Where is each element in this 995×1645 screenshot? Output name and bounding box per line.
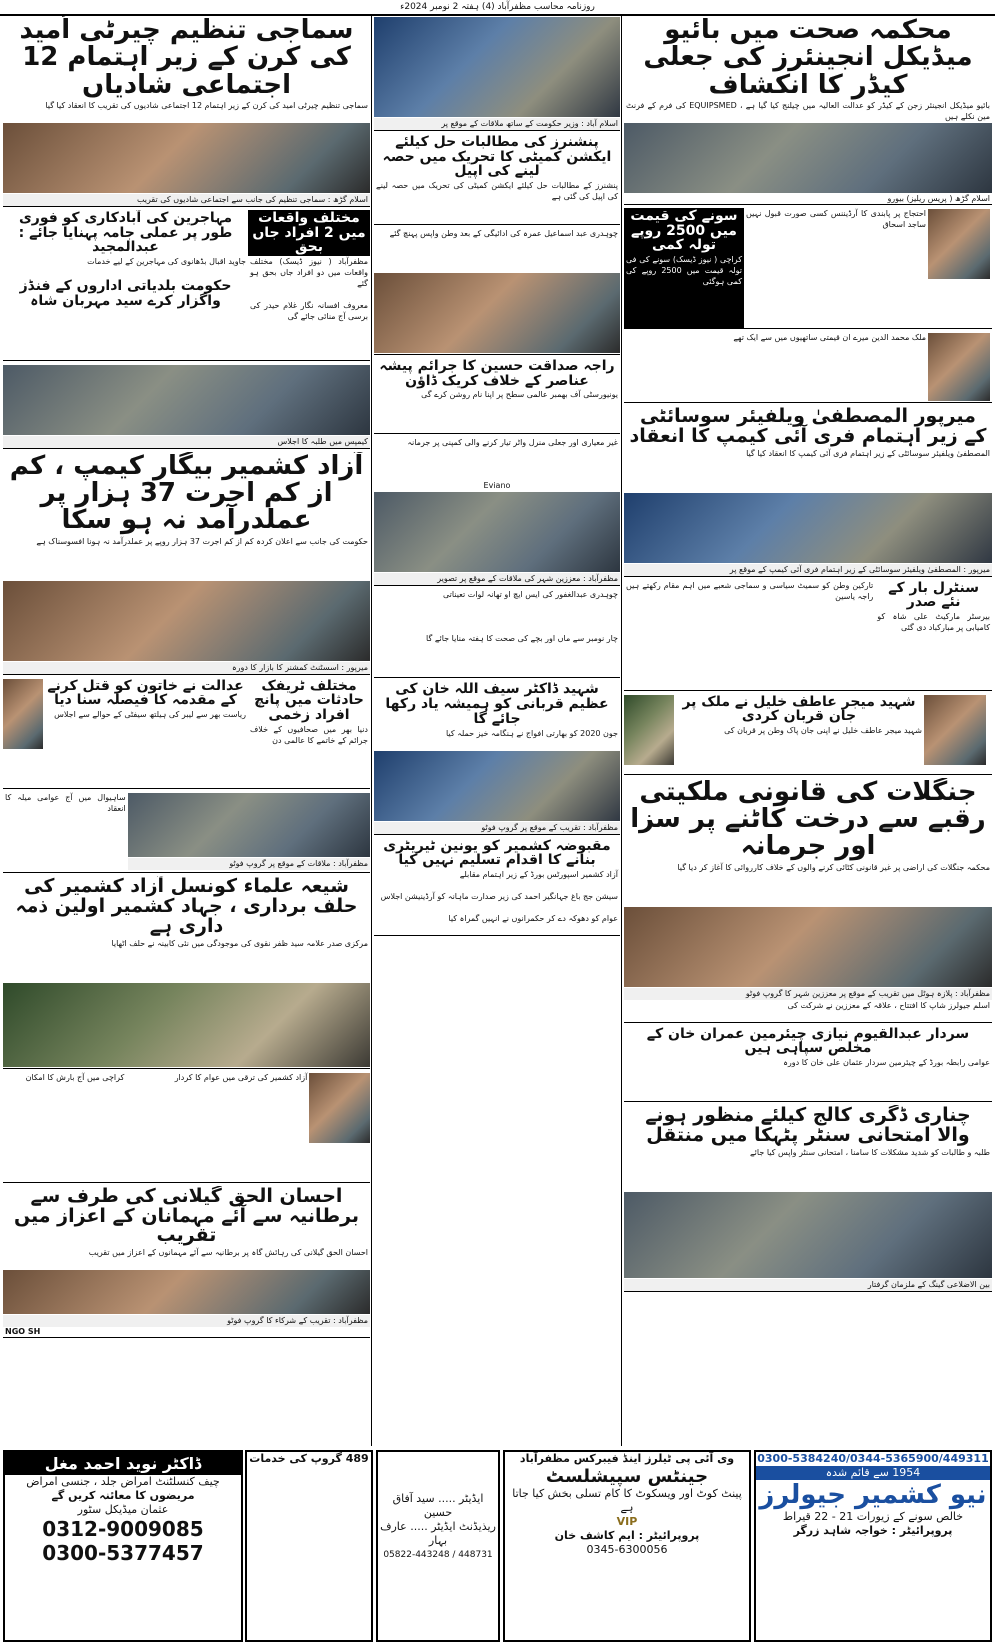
weddings-photo (3, 123, 370, 193)
headline: مختلف واقعات میں 2 افراد جاں بحق (248, 210, 370, 256)
story-text: پنشنرز کے مطالبات حل کیلئے ایکشن کمیٹی کی تحریک میں حصہ لینے کی اپیل کی گئی ہے (376, 181, 618, 202)
shia-council-story (3, 876, 370, 1069)
story-text: بائیو میڈیکل انجینئر زجن کے کیڈر کو عدالت العالیہ میں چیلنج کیا گیا ہے ، EQUIPSMED کی فرم کے فرنٹ مین نکلے ہیں (626, 100, 991, 121)
story-text: احسان الحق گیلانی کی رہائش گاہ پر برطانیہ سے آئے مہمانوں کے اعزاز میں تقریب (88, 1248, 368, 1258)
headline: مقبوضہ کشمیر کو یونین ٹیریٹری بنانے کا اقدام تسلیم نہیں کیا (383, 837, 611, 869)
story-text: جاوید اقبال بڈھانوی کی مہاجرین کے لیے خدمات (87, 256, 246, 266)
eye-camp-photo (624, 493, 992, 563)
three-men-photo (374, 273, 620, 353)
editor-name: ایڈیٹر ..... سید آفاق حسین (392, 1492, 484, 1519)
group-photo (374, 751, 620, 821)
meeting-photo (374, 492, 620, 572)
story-text: عوامی رابطہ بورڈ کے چیئرمین سردار عثمان علی خان کا دورہ (783, 1058, 990, 1068)
headline: شہید ڈاکٹر سیف اللہ خان کی عظیم قربانی کو ہمیشہ یاد رکھا جائے گا (385, 681, 609, 727)
wage-story (3, 452, 370, 675)
headline: احسان الحق گیلانی کی طرف سے برطانیہ سے آئے مہمانان کے اعزاز میں تقریب (13, 1185, 360, 1247)
misc-row (3, 1072, 370, 1183)
gold-sajid-row (624, 208, 992, 329)
ngo-tag: NGO SH (5, 1327, 41, 1337)
office-photo (374, 17, 620, 117)
sho-story (374, 589, 620, 678)
water-fine-story (374, 437, 620, 586)
biomedical-story (624, 16, 992, 205)
chinari-story (624, 1105, 992, 1292)
muhajir-box (3, 210, 248, 360)
kashmir-story (374, 838, 620, 936)
tarkeen-text: تارکین وطن کو سمیٹ سیاسی و سماجی شعبے میں اہم مقام رکھتے ہیں راجہ یاسین (626, 580, 874, 601)
headline: حکومت بلدیاتی اداروں کے فنڈز واگزار کرے سید مہربان شاہ (19, 277, 232, 309)
gold-headline: سونے کی قیمت میں 2500 روپے تولہ کمی (630, 207, 738, 254)
umrah-story (374, 228, 620, 355)
vip-logo: VIP (616, 1515, 638, 1528)
headline: سردار عبدالقیوم نیازی چیئرمین عمران خان کے مخلص سپاہی ہیں (646, 1025, 970, 1057)
bar-headline: سنٹرل بار کے نئے صدر (888, 579, 979, 611)
eye-camp-story (624, 406, 992, 577)
headline: پنشنرز کی مطالبات حل کیلئے ایکشن کمیٹی کا تحریک میں حصہ لینے کی اپیل (382, 134, 612, 180)
group2-box (128, 792, 370, 872)
jeweller-line: خالص سونے کے زیورات 21 - 22 قیراط (782, 1510, 964, 1523)
gold-price-box (624, 208, 744, 328)
story-text: مظفرآباد ( نیوز ڈیسک) مختلف واقعات میں دو افراد جاں بحق ہو گئے (250, 256, 368, 288)
doctor-name: ڈاکٹر نوید احمد مغل (5, 1452, 241, 1475)
right-column (624, 16, 992, 1446)
malik-text: ملک محمد الدین میرے ان قیمتی ساتھیوں میں سے ایک تھے (733, 332, 926, 342)
photo-caption: مظفرآباد : تقریب کے موقع پر گروپ فوٹو (374, 822, 620, 834)
headline: سماجی تنظیم چیرٹی اُمید کی کرن کے زیر اہتمام 12 اجتماعی شادیاں (19, 16, 354, 100)
story-text: یونیورسٹی آف بھمبر عالمی سطح پر اپنا نام روشن کرے گی (421, 390, 618, 400)
saha-row (3, 792, 370, 873)
soldier-portrait (624, 695, 674, 765)
ngo-ad (245, 1450, 373, 1642)
story-text: چار نومبر سے ماں اور بچے کی صحت کا ہفتہ منایا جائے گا (426, 634, 618, 644)
doctor-specialty: چیف کنسلٹنٹ امراض جلد ، جنسی امراض (26, 1475, 220, 1488)
jewellers-ad (754, 1450, 992, 1642)
police-photo (624, 1192, 992, 1278)
doctor-line: مریضوں کا معائنہ کریں گے (51, 1489, 195, 1502)
column-rule (371, 16, 372, 1446)
tailor-ad (503, 1450, 751, 1642)
saifullah-story (374, 681, 620, 834)
story-text: ریاست بھر سے لیبر کی ہیلتھ سیفٹی کے حوالے سے اجلاس (54, 710, 246, 720)
jeweller-owner: پروپرائیٹر : خواجہ شاہد زرگر (793, 1524, 953, 1537)
editor-box (376, 1450, 500, 1642)
headline: محکمہ صحت میں بائیو میڈیکل انجینئرز کی جعلی کیڈر کا انکشاف (643, 16, 973, 100)
jeweller-phone: 0300-5384240/0344-5365900/449311 (757, 1452, 989, 1465)
doctor-ad (3, 1450, 243, 1642)
top-photo-block (374, 16, 620, 131)
store-name: عثمان میڈیکل سٹور (77, 1503, 169, 1516)
photo-caption: میرپور : اسسٹنٹ کمشنر کا بازار کا دورہ (3, 662, 370, 674)
deaths-box (248, 210, 370, 360)
shaheed-box (674, 694, 924, 774)
court-row (3, 678, 370, 789)
story-text: آزاد کشمیر اسپورٹس بورڈ کے زیر اہتمام مقابلے (459, 869, 618, 879)
photo-caption: بین الاضلاعی گینگ کے ملزمان گرفتار (624, 1279, 992, 1291)
masthead-dateline: روزنامہ محاسب مظفرآباد (4) ہفتہ 2 نومبر 2024ء (0, 0, 995, 16)
story-text: سماجی تنظیم چیرٹی امید کی کرن کے زیر اہتمام 12 اجتماعی شادیوں کی تقریب کا انعقاد کیا گیا (45, 100, 368, 110)
phone-number: 0312-9009085 (42, 1517, 204, 1541)
photo-caption: میرپور : المصطفیٰ ویلفیئر سوسائٹی کے زیر اہتمام فری آئی کیمپ کے موقع پر (624, 564, 992, 576)
resident-editor-name: ریذیڈنٹ ایڈیٹر ..... عارف بہار (380, 1520, 496, 1547)
photo-caption: اسلام گڑھ ( پریس ریلیز) بیورو (887, 193, 990, 203)
forest-story (624, 778, 992, 1023)
photo-caption: مظفرآباد : تقریب کے شرکاء کا گروپ فوٹو (3, 1315, 370, 1327)
weddings-story (3, 16, 370, 207)
headline: مہاجرین کی آبادکاری کو فوری طور پر عملی جامہ پہنایا جائے : عبدالمجید (18, 209, 233, 256)
council-photo (3, 983, 370, 1067)
headline: جنگلات کی قانونی ملکیتی رقبے سے درخت کاٹنے پر سزا اور جرمانہ (630, 777, 986, 862)
story-text: جون 2020 کو بھارتی افواج نے ہنگامہ خیز حملہ کیا (445, 728, 618, 738)
tailor-line: پینٹ کوٹ اور ویسکوٹ کا کام تسلی بخش کیا جاتا ہے (512, 1487, 742, 1514)
ehsan-story (3, 1186, 370, 1339)
karachi-text: کراچی میں آج بارش کا امکان (25, 1072, 125, 1082)
gold-text: کراچی ( نیوز ڈیسک) سونے کی فی تولہ قیمت میں 2500 روپے کی کمی ہوگئی (626, 254, 742, 286)
tailor-phone: 0345-6300056 (586, 1543, 668, 1556)
sajid-portrait (928, 209, 990, 279)
story-text: غیر معیاری اور جعلی منرل واٹر تیار کرنے والی کمپنی پر جرمانہ (407, 438, 618, 448)
meeting-photo (624, 123, 992, 193)
photo-caption: مظفرآباد : ملاقات کے موقع پر گروپ فوٹو (128, 858, 370, 870)
bar-text: بیرسٹر مارکیٹ علی شاہ کو کامیابی پر مبارکباد دی گئی (877, 612, 990, 633)
phone-number: 0300-5377457 (42, 1541, 204, 1565)
story-text: عوام کو دھوکہ دے کر حکمرانوں نے انہیں گمراہ کیا (448, 913, 618, 923)
court-box (43, 678, 248, 788)
pension-story (374, 134, 620, 225)
story-text: سیشن جج باغ جہانگیر احمد کی زیر صدارت ماہانہ کو آرڈینیشن اجلاس (380, 891, 618, 901)
hall-block (3, 364, 370, 449)
headline: شیعہ علماء کونسل آزاد کشمیر کی حلف برداری ، جہاد کشمیر اولین ذمہ داری ہے (15, 875, 358, 937)
guests-photo (3, 1270, 370, 1314)
malik-row (624, 332, 992, 403)
jewellers-text: اسلم جیولرز شاپ کا افتتاح ، علاقہ کے معززین نے شرکت کی (787, 1000, 990, 1010)
sajid-text: احتجاج پر پابندی کا آرڈیننس کسی صورت قبول نہیں ساجد اسحاق (746, 208, 926, 229)
event-photo (624, 907, 992, 987)
shaheed-row (624, 694, 992, 775)
group2-photo (128, 793, 370, 857)
photo-caption: اسلام آباد : وزیر حکومت کے ساتھ ملاقات کے موقع پر (374, 118, 620, 130)
headline: راجہ صداقت حسین کا جرائم پیشہ عناصر کے خلاف کریک ڈاؤن (379, 358, 615, 389)
portrait (309, 1073, 370, 1143)
photo-caption: مظفرآباد : پلازہ ہوٹل میں تقریب کے موقع پر معززین شہر کا گروپ فوٹو (624, 988, 992, 1000)
malik-portrait (928, 333, 990, 401)
amir-text: آزاد کشمیر کی ترقی میں عوام کا کردار (174, 1072, 308, 1082)
bar-box (875, 580, 992, 690)
middle-column (374, 16, 620, 1446)
story-text: المصطفیٰ ویلفیئر سوسائٹی کے زیر اہتمام فری آئی کیمپ کا انعقاد کیا گیا (746, 448, 990, 458)
photo-caption: اسلام گڑھ : سماجی تنظیم کی جانب سے اجتماعی شادیوں کی تقریب (3, 194, 370, 206)
sardar-story (624, 1026, 992, 1102)
photo-caption: مظفرآباد : معززین شہر کی ملاقات کے موقع پر تصویر (374, 573, 620, 585)
headline: آزاد کشمیر بیگار کیمپ ، کم از کم اجرت 37 ہزار پر عملدرآمد نہ ہو سکا (9, 451, 364, 536)
story-text: مرکزی صدر علامہ سید ظفر نقوی کی موجودگی میں نئی کابینہ نے حلف اٹھایا (111, 938, 368, 948)
ngo-headline: 489 گروپ کی خدمات (249, 1452, 369, 1465)
paper-phone: 05822-443248 / 448731 (383, 1550, 493, 1560)
tailor-specialty: جینٹس سپیشلسٹ (545, 1466, 709, 1487)
kitchen-photo (3, 581, 370, 661)
muhajir-row (3, 210, 370, 361)
traffic-box (248, 678, 370, 788)
tailor-owner: پروپرائیٹر : ایم کاشف خان (554, 1529, 700, 1542)
headline: شہید میجر عاطف خلیل نے ملک پر جان قربان کردی (682, 693, 916, 725)
headline: میرپور المصطفیٰ ویلفیئر سوسائٹی کے زیر اہتمام فری آئی کیمپ کا انعقاد (629, 405, 987, 447)
story-text: حکومت کی جانب سے اعلان کردہ کم از کم اجرت 37 ہزار روپے پر عملدرآمد نہ ہونا افسوسناک ہے (36, 536, 368, 546)
crackdown-story (374, 358, 620, 434)
hall-photo (3, 365, 370, 435)
headline: عدالت نے خاتون کو قتل کرنے کے مقدمہ کا فیصلہ سنا دیا (47, 677, 244, 709)
story-text: محکمہ جنگلات کی اراضی پر غیر قانونی کٹائی کرنے والوں کے خلاف کارروائی کا آغاز کر دیا گیا (677, 862, 990, 872)
left-column (3, 16, 370, 1446)
story-text: معروف افسانہ نگار غلام حیدر کی برسی آج منائی جائے گی (250, 300, 368, 321)
tailor-name: وی آئی پی ٹیلرز اینڈ فیبرکس مظفرآباد (519, 1452, 735, 1465)
column-rule (621, 16, 622, 1446)
established-badge: 1954 سے قائم شدہ (756, 1466, 990, 1480)
saha-text: ساہیوال میں آج عوامی میلہ کا انعقاد (5, 792, 126, 813)
portrait (3, 679, 43, 749)
story-text: چوہدری عبدالغفور کی ایس ایچ او تھانہ لوات تعیناتی (442, 590, 618, 600)
headline: مختلف ٹریفک حادثات میں پانچ افراد زخمی (254, 677, 364, 724)
portrait (924, 695, 986, 765)
story-text: شہید میجر عاطف خلیل نے اپنی جان پاک وطن پر قربان کی (724, 726, 922, 736)
story-text: چوہدری عبد اسماعیل عمرہ کی ادائیگی کے بعد وطن واپس پہنچ گئے (389, 229, 618, 239)
photo-caption: کیمپس میں طلبہ کا اجلاس (3, 436, 370, 448)
bar-row (624, 580, 992, 691)
headline: چناری ڈگری کالج کیلئے منظور ہونے والا امتحانی سنٹر پٹہکا میں منتقل (645, 1105, 971, 1146)
jeweller-name: نیو کشمیر جیولرز (759, 1480, 987, 1510)
story-text: دنیا بھر میں صحافیوں کے خلاف جرائم کے خاتمے کا عالمی دن (250, 724, 368, 745)
brand-name: Eviano (483, 481, 511, 491)
story-text: طلبہ و طالبات کو شدید مشکلات کا سامنا ، امتحانی سنٹر واپس کیا جائے (749, 1147, 990, 1157)
advertisement-strip (3, 1450, 992, 1642)
